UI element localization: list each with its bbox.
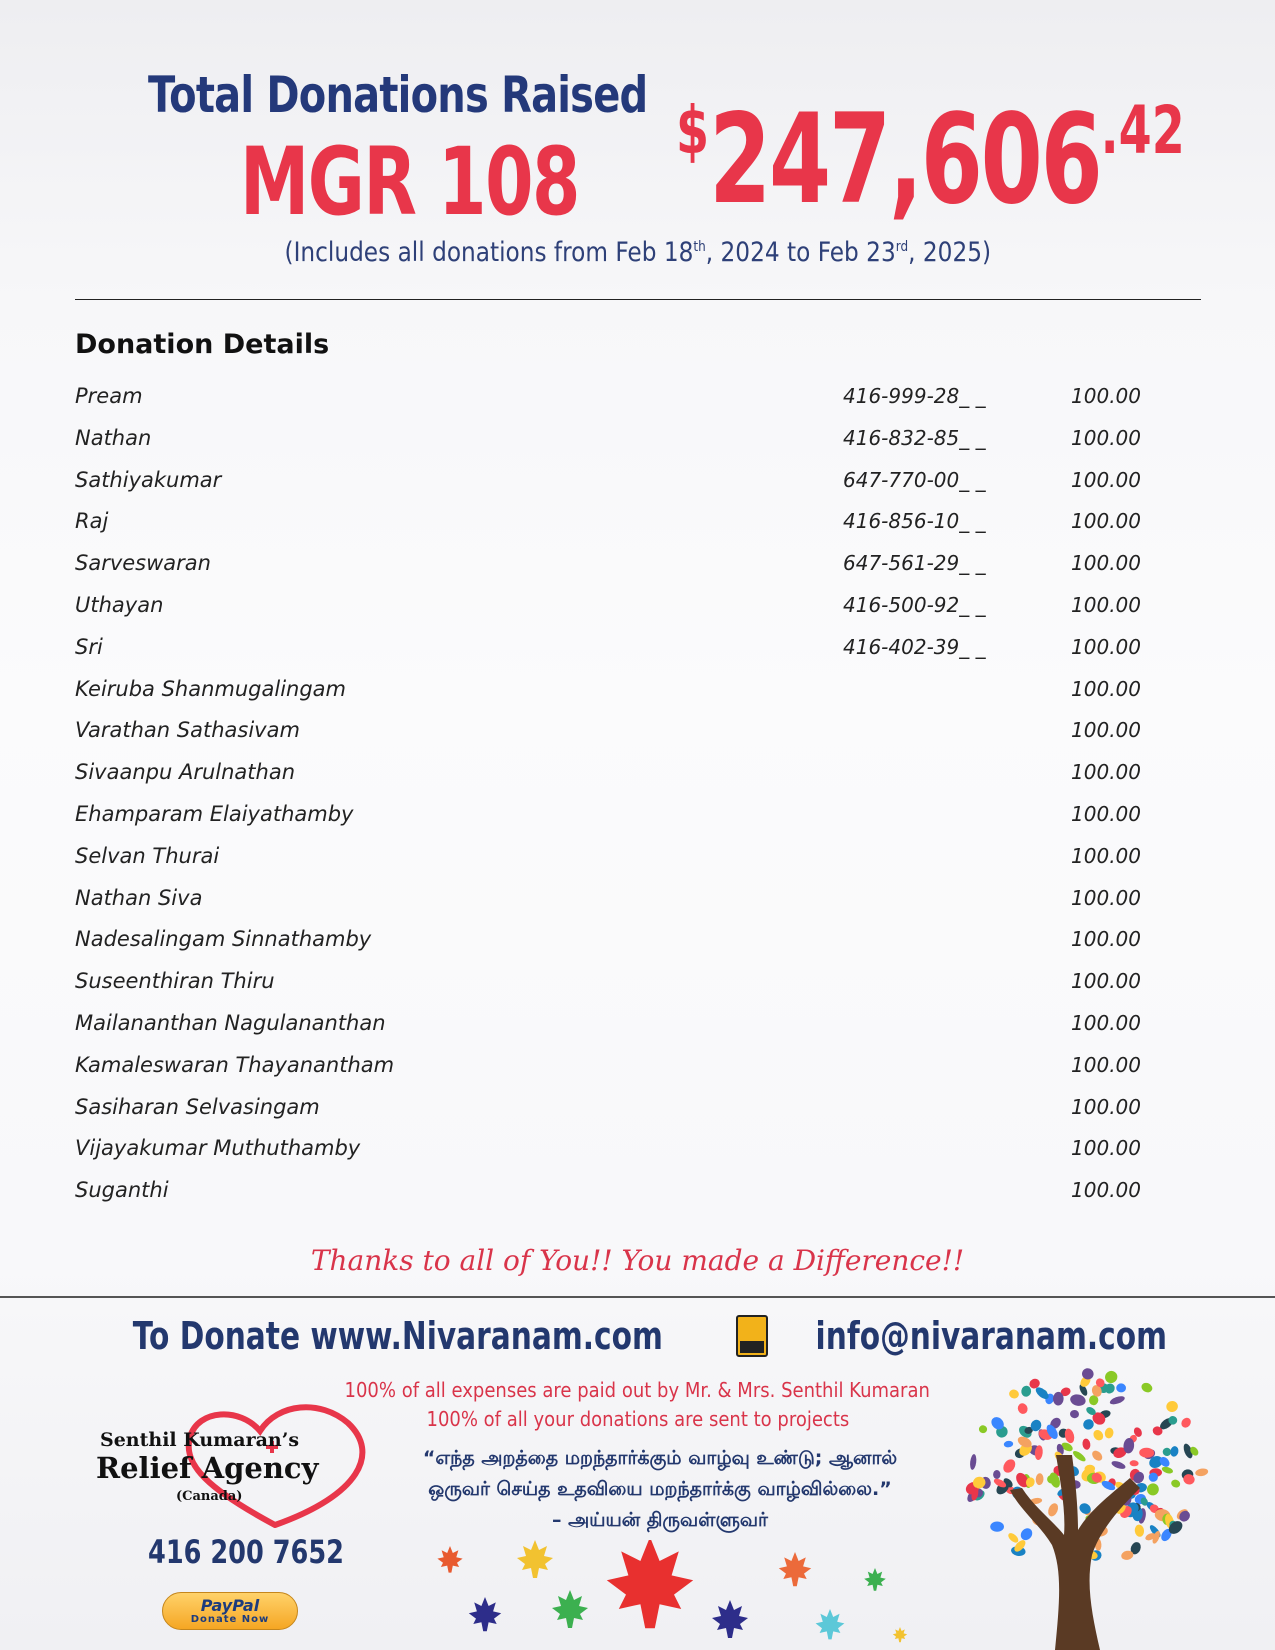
donor-phone: 416-832-85_ _ xyxy=(843,425,986,450)
donor-name: Ehamparam Elaiyathamby xyxy=(75,801,354,826)
donor-amount: 100.00 xyxy=(1071,384,1141,408)
donor-amount: 100.00 xyxy=(1071,1178,1141,1203)
donor-amount: 100.00 xyxy=(1071,801,1141,826)
donor-name: Sarveswaran xyxy=(75,551,211,576)
donor-amount: 100.00 xyxy=(1071,1094,1141,1119)
paypal-donate-button[interactable] xyxy=(162,1592,298,1630)
donor-row xyxy=(75,880,1175,922)
donor-name: Suseenthiran Thiru xyxy=(75,969,275,994)
donor-row xyxy=(75,796,1175,838)
donor-name: Sathiyakumar xyxy=(75,467,222,492)
donor-row xyxy=(75,754,1175,796)
donor-amount: 100.00 xyxy=(1071,676,1141,701)
hands-tree-icon xyxy=(960,1360,1210,1650)
donor-name: Kamaleswaran Thayanantham xyxy=(75,1052,395,1077)
logo-line-2: Relief Agency xyxy=(96,1451,319,1485)
donor-amount: 100.00 xyxy=(1071,1010,1141,1035)
donor-row xyxy=(75,838,1175,880)
donor-phone: 416-999-28_ _ xyxy=(843,384,986,408)
donor-amount: 100.00 xyxy=(1071,885,1141,910)
donor-name: Nathan xyxy=(75,425,152,450)
donor-amount: 100.00 xyxy=(1071,1052,1141,1077)
header-campaign-name: MGR 108 xyxy=(240,128,579,237)
donor-list xyxy=(75,378,1175,1214)
donor-row xyxy=(75,587,1175,629)
donor-amount: 100.00 xyxy=(1071,927,1141,952)
donor-row xyxy=(75,671,1175,713)
donor-row xyxy=(75,545,1175,587)
donor-name: Sri xyxy=(75,634,103,659)
donor-name: Keiruba Shanmugalingam xyxy=(75,676,347,701)
date-sup-2: rd xyxy=(895,239,908,255)
donor-name: Mailananthan Nagulananthan xyxy=(75,1010,386,1035)
donor-name: Sasiharan Selvasingam xyxy=(75,1094,320,1119)
donor-name: Nathan Siva xyxy=(75,885,203,910)
logo-line-3: (Canada) xyxy=(176,1489,243,1504)
donor-phone: 416-500-92_ _ xyxy=(843,592,986,617)
donor-name: Raj xyxy=(75,509,109,534)
date-sup-1: th xyxy=(693,239,706,255)
donor-amount: 100.00 xyxy=(1071,551,1141,576)
donor-name: Selvan Thurai xyxy=(75,843,220,868)
donor-amount: 100.00 xyxy=(1071,760,1141,785)
donations-note-text: 100% of all your donations are sent to projects xyxy=(426,1407,849,1431)
donor-row xyxy=(75,963,1175,1005)
donor-row xyxy=(75,921,1175,963)
donor-amount: 100.00 xyxy=(1071,467,1141,492)
donor-row xyxy=(75,1005,1175,1047)
donor-phone: 647-561-29_ _ xyxy=(843,551,986,576)
donor-name: Nadesalingam Sinnathamby xyxy=(75,927,372,952)
donor-phone: 416-856-10_ _ xyxy=(843,509,986,534)
donor-phone: 647-770-00_ _ xyxy=(843,467,986,492)
donate-website-link[interactable]: To Donate www.Nivaranam.com xyxy=(132,1314,663,1358)
header-title: Total Donations Raised xyxy=(148,66,648,124)
footer-divider xyxy=(0,1296,1275,1298)
donor-amount: 100.00 xyxy=(1071,969,1141,994)
paypal-sub-label: Donate Now xyxy=(190,1614,270,1625)
details-heading: Donation Details xyxy=(75,329,330,360)
tamil-quote-line-2: ஒருவர் செய்த உதவியை மறந்தார்க்கு வாழ்வில்லை.” xyxy=(428,1478,892,1500)
donor-row xyxy=(75,1130,1175,1172)
interac-icon xyxy=(736,1315,768,1357)
relief-agency-logo xyxy=(90,1395,380,1535)
donor-name: Sivaanpu Arulnathan xyxy=(75,760,295,785)
donor-name: Vijayakumar Muthuthamby xyxy=(75,1136,361,1161)
donor-row xyxy=(75,1047,1175,1089)
thanks-message: Thanks to all of You!! You made a Difference!! xyxy=(310,1244,965,1277)
logo-line-1: Senthil Kumaran’s xyxy=(100,1429,300,1451)
tamil-quote-attribution: – அய்யன் திருவள்ளுவர் xyxy=(552,1509,768,1531)
donate-email-link[interactable]: info@nivaranam.com xyxy=(816,1314,1168,1358)
contact-phone[interactable]: 416 200 7652 xyxy=(148,1533,344,1571)
donor-amount: 100.00 xyxy=(1071,843,1141,868)
donor-amount: 100.00 xyxy=(1071,1136,1141,1161)
donor-row xyxy=(75,462,1175,504)
donor-row xyxy=(75,420,1175,462)
total-amount xyxy=(676,88,1185,232)
donor-amount: 100.00 xyxy=(1071,634,1141,659)
donor-phone: 416-402-39_ _ xyxy=(843,634,986,659)
donor-amount: 100.00 xyxy=(1071,425,1141,450)
donor-row xyxy=(75,1172,1175,1214)
amount-main: 247,606 xyxy=(709,88,1101,232)
donor-row xyxy=(75,1089,1175,1131)
donate-line xyxy=(0,1314,1275,1358)
date-suffix: , 2025) xyxy=(907,237,991,268)
donor-row xyxy=(75,503,1175,545)
donor-amount: 100.00 xyxy=(1071,509,1141,534)
date-range xyxy=(0,237,1275,268)
donor-row xyxy=(75,629,1175,671)
tamil-quote-line-1: “எந்த அறத்தை மறந்தார்க்கும் வாழ்வு உண்டு; ஆனால் xyxy=(422,1447,898,1469)
donor-name: Varathan Sathasivam xyxy=(75,718,300,743)
amount-currency: $ xyxy=(676,92,710,169)
date-prefix: (Includes all donations from Feb 18 xyxy=(284,237,694,268)
maple-leaves-icon xyxy=(410,1540,930,1650)
donor-row xyxy=(75,378,1175,420)
date-mid: , 2024 to Feb 23 xyxy=(705,237,896,268)
donor-amount: 100.00 xyxy=(1071,718,1141,743)
donor-name: Suganthi xyxy=(75,1178,169,1203)
paypal-label: PayPal xyxy=(200,1596,260,1615)
expenses-note-text: 100% of all expenses are paid out by Mr. & Mrs. Senthil Kumaran xyxy=(344,1378,931,1402)
donor-row xyxy=(75,712,1175,754)
donor-name: Pream xyxy=(75,384,143,408)
donor-amount: 100.00 xyxy=(1071,592,1141,617)
header-divider xyxy=(75,299,1201,300)
amount-decimal: .42 xyxy=(1100,92,1185,169)
donor-name: Uthayan xyxy=(75,592,164,617)
